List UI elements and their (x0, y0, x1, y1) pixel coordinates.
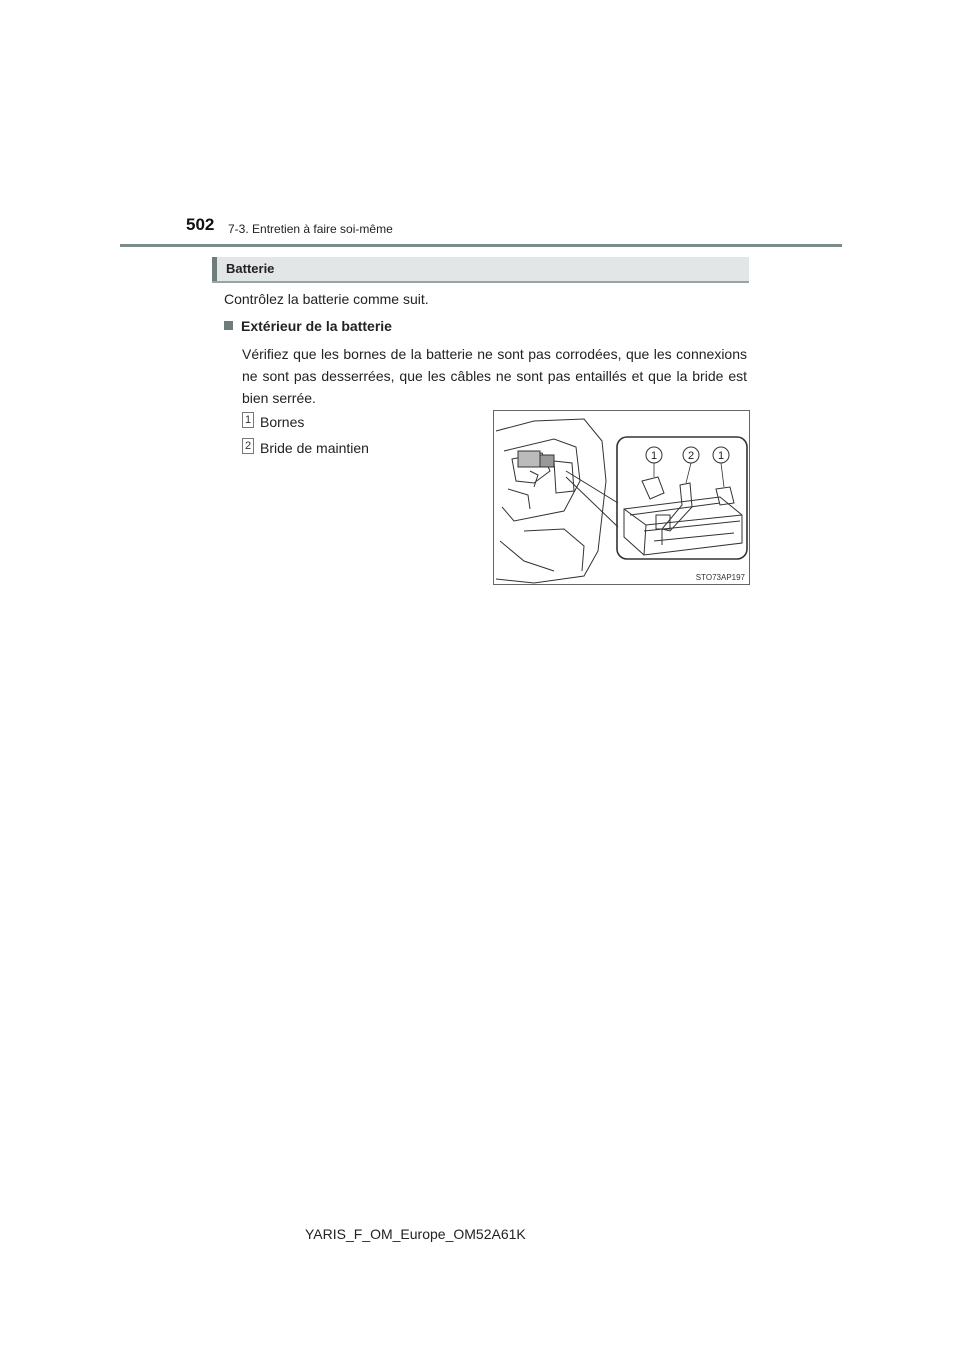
callout-number: 1 (650, 450, 658, 462)
callout-number: 1 (717, 450, 725, 462)
subsection-body: Vérifiez que les bornes de la batterie ne sont pas corrodées, que les connexions ne sont pas desserrées, que les câbles ne sont pas entaillés et que la bride est bien serrée. (242, 346, 747, 406)
callout-number: 2 (687, 450, 695, 462)
subsection-heading (224, 318, 392, 334)
legend-label: Bornes (260, 414, 305, 430)
header-rule (120, 244, 842, 247)
legend-number: 1 (242, 412, 254, 428)
figure-code: STO73AP197 (695, 573, 745, 582)
page-number: 502 (186, 215, 215, 234)
battery-drawing (494, 411, 750, 585)
footer-doc-id: YARIS_F_OM_Europe_OM52A61K (305, 1226, 526, 1242)
subsection-title: Extérieur de la batterie (241, 318, 392, 334)
heading-accent (212, 257, 217, 281)
battery-illustration (493, 410, 750, 585)
square-bullet-icon (224, 321, 233, 330)
section-heading-bar (212, 257, 749, 283)
section-heading: Batterie (226, 261, 275, 276)
section-title: 7-3. Entretien à faire soi-même (228, 222, 393, 236)
legend-number: 2 (242, 438, 254, 454)
legend-label: Bride de maintien (260, 440, 369, 456)
intro-text: Contrôlez la batterie comme suit. (224, 291, 429, 307)
